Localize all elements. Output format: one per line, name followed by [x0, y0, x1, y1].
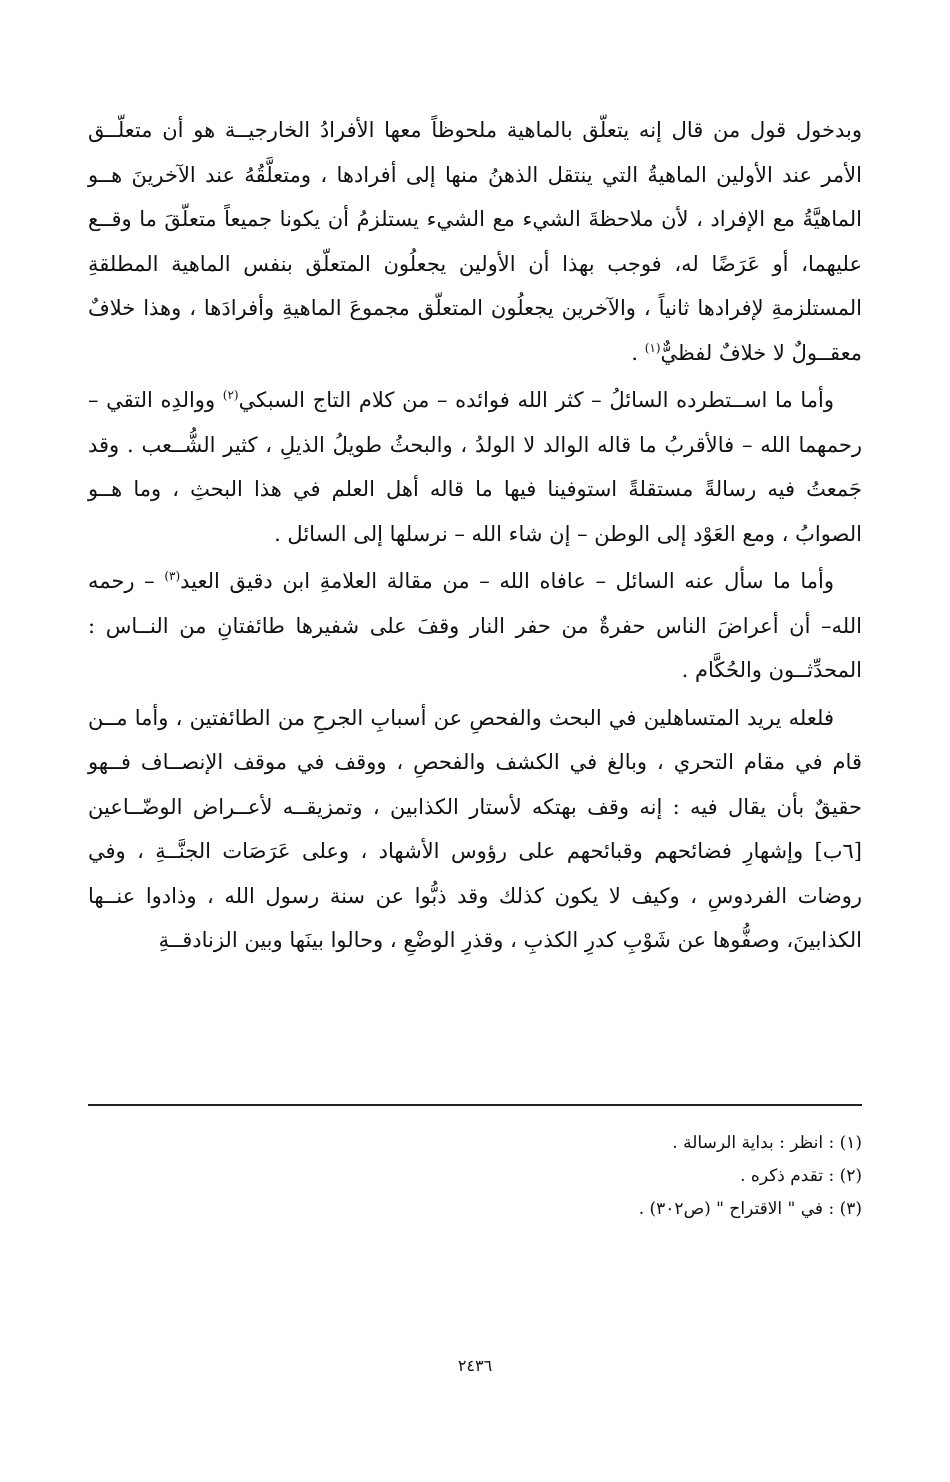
footnote-divider [88, 1104, 862, 1106]
footnote-2: (٢) : تقدم ذكره . [740, 1166, 862, 1186]
footnote-ref-1: (١) [644, 340, 661, 355]
paragraph-1-end: . [631, 340, 645, 365]
footnote-ref-2: (٢) [222, 388, 239, 402]
main-text [88, 108, 862, 963]
page-number: ٢٤٣٦ [457, 1356, 493, 1375]
paragraph-2 [88, 378, 862, 556]
paragraph-3-text-b: – رحمه الله– أن أعراضَ الناس حفرةٌ من حفر النار وقفَ على شفيرها طائفتانِ من النــاس : المحدِّثــون والحُكَّام . [88, 569, 862, 682]
paragraph-4-text: فلعله يريد المتساهلين في البحث والفحصِ عن أسبابِ الجرحِ من الطائفتين ، وأما مــن قام في مقام التحري ، وبالغ في الكشف والفحصِ ، ووقف في موقف الإنصــاف فــهو حقيقٌ بأن يقال فيه : إنه وقف بهتكه لأستار الكذابين ، وتمزيقــه لأعــراض الوضّــاعين [٦ب] وإشهارِ فضائحهم وقبائحهم على رؤوس الأشهاد ، وعلى عَرَصَات الجنَّــةِ ، وفي روضات الفردوسِ ، وكيف لا يكون كذلك وقد ذبُّوا عن سنة رسول الله ، وذادوا عنــها الكذابينَ، وصفُّوها عن شَوْبِ كدرِ الكذبِ ، وقذرِ الوضْعِ ، وحالوا بينَها وبين الزنادقــةِ [88, 705, 862, 952]
footnote-3: (٣) : في " الاقتراح " (ص٣٠٢) . [638, 1199, 862, 1219]
footnote-ref-3: (٣) [164, 569, 181, 583]
paragraph-2-text-b: ووالدِه التقي – رحمهما الله – فالأقربُ ما قاله الوالد لا الولدُ ، والبحثُ طويلُ الذيلِ ، كثير الشُّــعب . وقد جَمعتُ فيه رسالةً مستقلةً استوفينا فيها ما قاله أهل العلم في هذا البحثِ ، وما هــو الصوابُ ، ومع العَوْد إلى الوطن – إن شاء الله – نرسلها إلى السائل . [88, 388, 862, 546]
paragraph-4 [88, 696, 862, 963]
paragraph-3 [88, 559, 862, 693]
paragraph-1-text: وبدخول قول من قال إنه يتعلّق بالماهية ملحوظاً معها الأفرادُ الخارجيــة هو أن متعلّــق الأمر عند الأولين الماهيةُ التي ينتقل الذهنُ منها إلى أفرادها ، ومتعلَّقُهُ عند الآخرينَ هــو الماهيَّةُ مع الإفراد ، لأن ملاحظةَ الشيء مع الشيء يستلزمُ أن يكونا جميعاً متعلّقَ ما وقــع عليهما، أو عَرَضًا له، فوجب بهذا أن الأولين يجعلُون المتعلّق بنفس الماهية المطلقةِ المستلزمةِ لإفرادها ثانياً ، والآخرين يجعلُون المتعلّق مجموعَ الماهيةِ وأفرادَها ، وهذا خلافٌ معقــولٌ لا خلافٌ لفظيٌّ [88, 118, 862, 365]
paragraph-3-text-a: وأما ما سأل عنه السائل – عافاه الله – من مقالة العلامةِ ابن دقيق العيد [180, 569, 834, 593]
footnotes [88, 1127, 862, 1226]
paragraph-1 [88, 108, 862, 375]
footnote-1: (١) : انظر : بداية الرسالة . [672, 1133, 862, 1153]
paragraph-2-text-a: وأما ما اســتطرده السائلُ – كثر الله فوائده – من كلام التاج السبكي [238, 388, 834, 412]
